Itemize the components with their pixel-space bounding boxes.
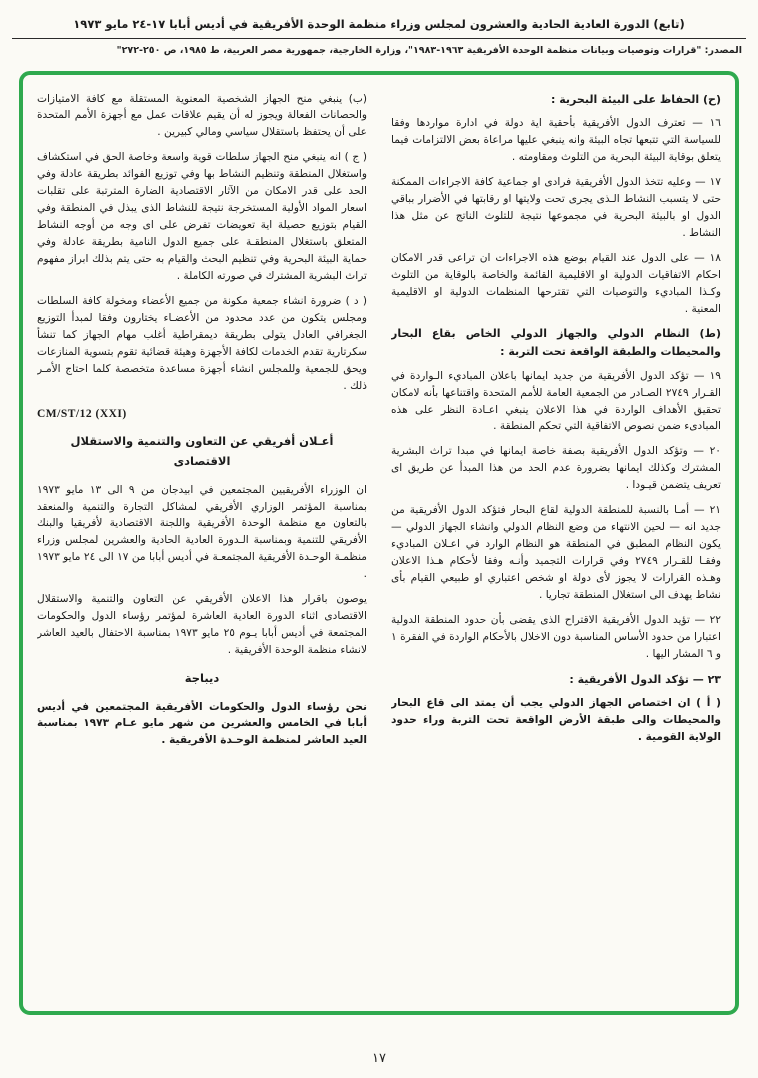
paragraph-17: ١٧ — وعليه تتخذ الدول الأفريقية فرادى او جماعية كافة الاجراءات الممكنة حتى لا يتسبب النشاط الـذى يجرى تحت ولايتها او رقابتها في الأضرار بباقي الدول او بالبيئة البحرية في مجموعها نتيجة للتلوث الناتج عن مثل هذا النشاط . bbox=[391, 175, 721, 239]
document-reference: CM/ST/12 (XXI) bbox=[37, 408, 127, 421]
paragraph-d: ( د ) ضرورة انشاء جمعية مكونة من جميع الأعضاء ومخولة كافة السلطات ومجلس يتكون من عدد محدود من الأعضـاء يختارون وفقا لمبدأ التوزيع الجغرافي العادل يتولى بطريقة ديمقراطية أغلب مهام الجهاز كما تنشأ سكرتارية تقدم الخدمات لكافة الأجهزة وهيئة قضائية تقوم بتسوية المنازعات ويحق للجمعية وللمجلس انشاء أجهزة مساعدة متخصصة كلما احتاج الأمـر ذلك . bbox=[37, 294, 367, 392]
page-header bbox=[0, 16, 758, 58]
header-title: (تابع) الدورة العادية الحادية والعشرون لمجلس وزراء منظمة الوحدة الأفريقية في أديس أبابا ١٧-٢٤ مايو ١٩٧٣ bbox=[73, 17, 685, 31]
paragraph-recommendation: يوصون باقرار هذا الاعلان الأفريقي عن التعاون والتنمية والاستقلال الاقتصادى اثناء الدورة العادية العاشرة لمؤتمر رؤساء الدول والحكومات المجتمعة في أديس أبابا يـوم ٢٥ مايو ١٩٧٣ بمناسبة الاحتفال بالعيد العاشر لانشاء منظمة الوحدة الأفريقية . bbox=[37, 593, 367, 657]
declaration-heading: أعـلان أفريقي عن التعاون والتنمية والاستقلال الاقتصادى bbox=[70, 434, 334, 469]
paragraph-20: ٢٠ — وتؤكد الدول الأفريقية بصفة خاصة ايمانها في مبدا تراث البشرية المشترك وكذلك ايمانها بضرورة عدم الحد من هذا المبدأ عن طريق اى تعريف يتضمن قيـودا . bbox=[391, 445, 721, 492]
content-border-box bbox=[19, 71, 739, 1015]
page-number: ١٧ bbox=[372, 1051, 386, 1066]
header-source-line: المصدر: "قرارات وتوصيات وبيانات منظمة الوحدة الأفريقية ١٩٦٣-١٩٨٣"، وزارة الخارجية، جمهورية مصر العربية، ط ١٩٨٥، ص ٢٥٠-٢٧٢" bbox=[116, 45, 742, 57]
paragraph-18: ١٨ — على الدول عند القيام بوضع هذه الاجراءات ان تراعى قدر الامكان احكام الاتفاقيات الدولية او الاقليمية القائمة والخاصة بالوقاية من التلوث وكـذا المباديء والتوصيات التي تقترحها المنظمات الدولية او الاقليمية المعنية . bbox=[391, 251, 721, 315]
paragraph-23: ٢٣ — تؤكد الدول الأفريقية : bbox=[569, 672, 721, 686]
preamble-heading: ديباجة bbox=[184, 670, 220, 685]
section-heading-seabed-regime: (ط) النظام الدولي والجهاز الدولي الخاص بقاع البحار والمحيطات والطبقة الواقعة تحت التربة : bbox=[391, 327, 721, 359]
column-right bbox=[391, 91, 721, 1001]
paragraph-we-heads-of-state: نحن رؤساء الدول والحكومات الأفريقية المجتمعين في أديس أبابا في الخامس والعشرين من شهر مايو عـام ١٩٧٣ بمناسبة العيد العاشر لمنظمة الوحـدة الأفريقية . bbox=[37, 700, 367, 747]
column-left bbox=[37, 91, 367, 1001]
header-divider bbox=[12, 38, 746, 39]
two-column-layout bbox=[37, 91, 721, 1001]
paragraph-b: (ب) ينبغي منح الجهاز الشخصية المعنوية المستقلة مع كافة الامتيازات والحصانات الفعالة ويجوز له أن يقيم علاقات عمل مع أجهزة الأمم المتحدة على أن يحتفظ باستقلال سياسي ومالي كبيرين . bbox=[37, 92, 367, 139]
section-heading-marine-environment: (ح) الحفاظ على البيئة البحرية : bbox=[551, 92, 721, 106]
paragraph-23-a: ( أ ) ان اختصاص الجهاز الدولي يجب أن يمتد الى قاع البحار والمحيطات والى طبقة الأرض الواقعة تحت التربة وراء حدود الولاية القومية . bbox=[391, 697, 721, 744]
paragraph-21: ٢١ — أمـا بالنسبة للمنطقة الدولية لقاع البحار فتؤكد الدول الأفريقية من جديد انه — لحين الانتهاء من وضع النظام الدولي وانشاء الجهاز الدولي — يكون النظام المطبق في المنطقة هو النظام الوارد في اعـلان المباديء وفقـا للقـرار ٢٧٤٩ وفي قرارات التجميد وأنـه وفقا لأحكام هـذا الاعلان وهـذه القرارات لا يجوز لأى دولة او شخص اعتباري او طبيعي القيام بأى نشاط يهدف الى استغلال المنطقة تجاريا . bbox=[391, 504, 721, 601]
paragraph-ministers: ان الوزراء الأفريقيين المجتمعين في ابيدجان من ٩ الى ١٣ مايو ١٩٧٣ بمناسبة المؤتمر الوزاري الأفريقي لمشاكل التجارة والتنمية والمنعقد بالتعاون مع منظمة الوحدة الأفريقية واللجنة الاقتصادية لأفريقيا والبنك الأفريقي للتنمية وبمناسبة الـدورة العادية الحادية والعشرين لمجلس وزراء منظمـة الوحـدة الأفريقية المجتمعـة في أديس أبابا من ١٧ الى ٢٤ مايو ١٩٧٣ . bbox=[37, 483, 367, 581]
paragraph-19: ١٩ — تؤكد الدول الأفريقية من جديد ايمانها باعلان المباديء الـواردة في القـرار ٢٧٤٩ الصـادر من الجمعية العامة للأمم المتحدة واقتناعها بأنه لامكان تحقيق الأهداف الواردة في هذا الاعلان ينبغي اعـادة النظر على هذه المبادىء ضمن نصوص الاتفاقية التي تحكم المنطقة . bbox=[391, 369, 721, 433]
paragraph-16: ١٦ — تعترف الدول الأفريقية بأحقية اية دولة في ادارة مواردها وفقا للسياسة التي تتبعها تجاه البيئة وانه ينبغي عليها مراعاة بعض الالتزامات فيما يتعلق بوقاية البيئة البحرية من التلوث ومقاومته . bbox=[391, 117, 721, 164]
paragraph-22: ٢٢ — تؤيد الدول الأفريقية الاقتراح الذى يقضى بأن حدود المنطقة الدولية اعتبارا من حدود الأساس المناسبة دون الاخلال بالأحكام الواردة في الفقرة ١ و ٦ المشار اليها . bbox=[391, 613, 721, 660]
paragraph-j: ( ج ) انه ينبغي منح الجهاز سلطات قوية واسعة وخاصة الحق في استكشاف واستغلال المنطقة وتنظيم النشاط بها وفي توزيع الفوائد بطريقة عادلة وفي الحد على قدر الامكان من الآثار الاقتصادية الضارة المترتبة على تقلبات اسعار المواد الأولية المستخرجة نتيجة للنشاط الذى يبذل في المنطقة وفي القيام بتوزيع حصيلة اية تعويضات تفرض على اى وجه من أوجه النشاط المتعلق باستغلال المنطقـة على جميع الدول النامية بطريقة عادلة وفي حماية البيئة البحرية وفي تنظيم البحث والقيام به حتى يتم بذلك ابراز مفهوم تراث البشرية المشترك في صورته الكاملة . bbox=[37, 151, 367, 282]
